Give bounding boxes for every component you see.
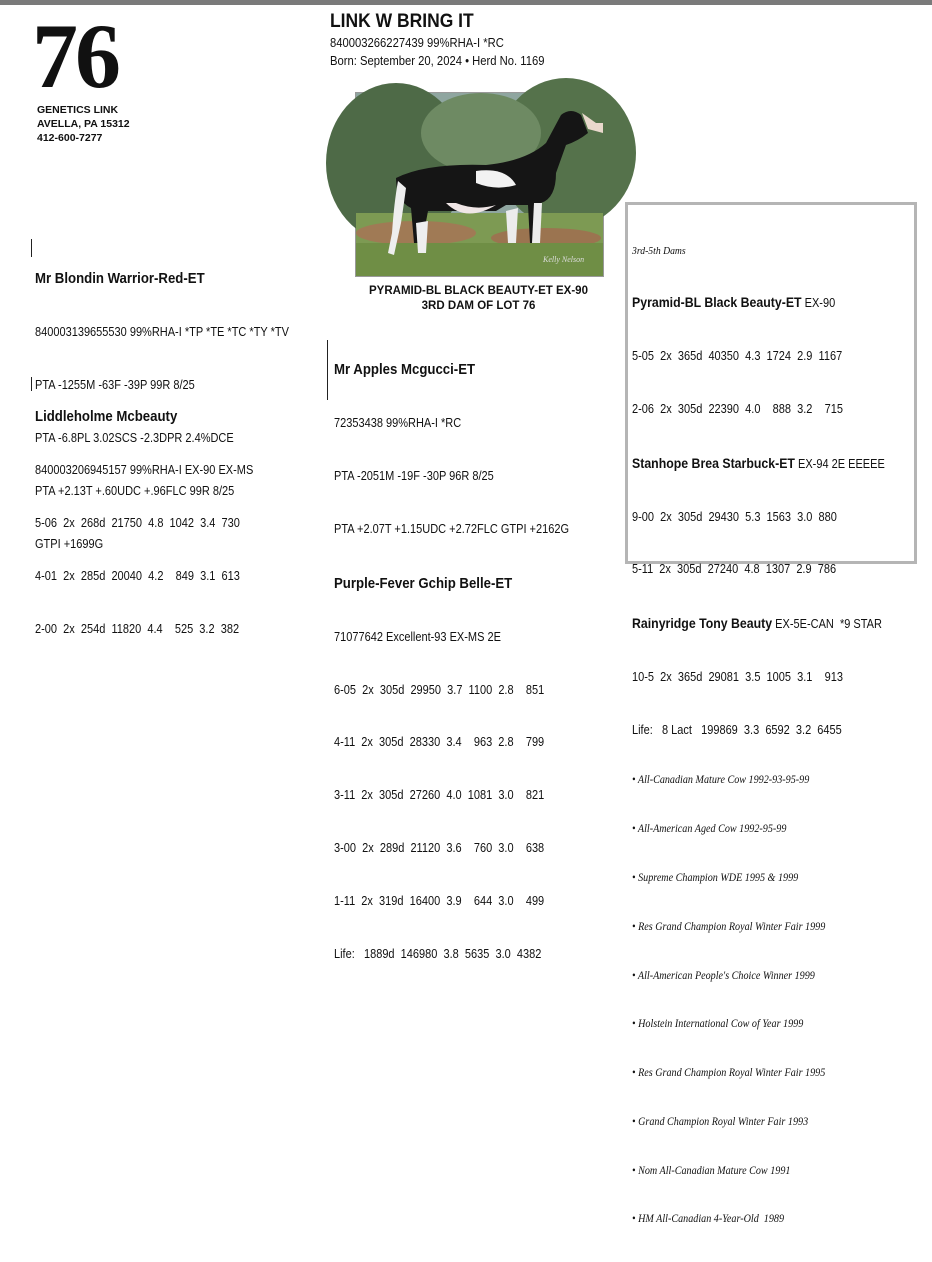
granddam-line: 1-11 2x 319d 16400 3.9 644 3.0 499: [334, 893, 545, 908]
dam3-name: Pyramid-BL Black Beauty-ET: [632, 294, 802, 311]
cow-photo-illustration: [356, 93, 603, 276]
dams-heading: 3rd-5th Dams: [632, 245, 686, 258]
mgs-block: [334, 325, 601, 981]
caption-line-2: 3RD DAM OF LOT 76: [421, 300, 536, 312]
dam3-line: 5-05 2x 365d 40350 4.3 1724 2.9 1167: [632, 349, 843, 364]
sire-line: PTA -1255M -63F -39P 99R 8/25: [35, 378, 195, 393]
photo-watermark: Kelly Nelson: [543, 255, 585, 264]
dam4-line: 5-11 2x 305d 27240 4.8 1307 2.9 786: [632, 562, 837, 577]
award-note: • Res Grand Champion Royal Winter Fair 1995: [632, 1067, 826, 1080]
dam4-name: Stanhope Brea Starbuck-ET: [632, 454, 795, 471]
dam-line: 4-01 2x 285d 20040 4.2 849 3.1 613: [35, 568, 240, 583]
award-note: • All-American Aged Cow 1992-95-99: [632, 823, 787, 836]
mgs-line: PTA +2.07T +1.15UDC +2.72FLC GTPI +2162G: [334, 521, 570, 536]
granddam-line: 3-11 2x 305d 27260 4.0 1081 3.0 821: [334, 788, 545, 803]
mgs-line: 72353438 99%RHA-I *RC: [334, 416, 462, 431]
lot-number: 76: [32, 5, 118, 107]
dam5-score: EX-5E-CAN *9 STAR: [772, 617, 882, 632]
dams-box: [625, 202, 917, 1226]
sire-line: GTPI +1699G: [35, 536, 104, 551]
award-note: • HM All-Canadian 4-Year-Old 1989: [632, 1213, 785, 1226]
granddam-name: Purple-Fever Gchip Belle-ET: [334, 574, 513, 592]
animal-id-line: 840003266227439 99%RHA-I *RC: [330, 36, 504, 50]
award-note: • All-American People's Choice Winner 1999: [632, 969, 815, 982]
caption-line-1: PYRAMID-BL BLACK BEAUTY-ET EX-90: [369, 285, 588, 297]
mgs-bracket: [327, 340, 328, 400]
granddam-line: 3-00 2x 289d 21120 3.6 760 3.0 638: [334, 841, 545, 856]
award-note: • All-Canadian Mature Cow 1992-93-95-99: [632, 774, 810, 787]
dam-block: [35, 372, 283, 656]
award-note: • Holstein International Cow of Year 1999: [632, 1018, 804, 1031]
granddam-line: 6-05 2x 305d 29950 3.7 1100 2.8 851: [334, 682, 545, 697]
dam5-line: 10-5 2x 365d 29081 3.5 1005 3.1 913: [632, 669, 844, 684]
top-rule: [0, 0, 932, 5]
dam5-name: Rainyridge Tony Beauty: [632, 615, 773, 632]
award-note: • Supreme Champion WDE 1995 & 1999: [632, 871, 799, 884]
dam-bracket: [31, 377, 32, 391]
sire-line: PTA -6.8PL 3.02SCS -2.3DPR 2.4%DCE: [35, 430, 234, 445]
cow-photo: [355, 92, 604, 277]
sire-name: Mr Blondin Warrior-Red-ET: [35, 270, 205, 288]
dam4-score: EX-94 2E EEEEE: [794, 456, 885, 471]
dam3-score: EX-90: [801, 296, 836, 311]
dam-name: Liddleholme Mcbeauty: [35, 408, 178, 426]
sire-line: 840003139655530 99%RHA-I *TP *TE *TC *TY *TV: [35, 325, 289, 340]
consignor-name: GENETICS LINK: [37, 104, 119, 116]
award-note: • Grand Champion Royal Winter Fair 1993: [632, 1115, 809, 1128]
award-note: • Res Grand Champion Royal Winter Fair 1999: [632, 920, 826, 933]
award-note: • Nom All-Canadian Mature Cow 1991: [632, 1164, 791, 1177]
dam-line: 840003206945157 99%RHA-I EX-90 EX-MS: [35, 463, 254, 478]
sire-line: PTA +2.13T +.60UDC +.96FLC 99R 8/25: [35, 483, 235, 498]
animal-header: [330, 10, 568, 70]
consignor-phone: 412-600-7277: [37, 132, 103, 144]
granddam-line: Life: 1889d 146980 3.8 5635 3.0 4382: [334, 946, 542, 961]
mgs-name: Mr Apples Mcgucci-ET: [334, 361, 476, 379]
granddam-line: 4-11 2x 305d 28330 3.4 963 2.8 799: [334, 735, 545, 750]
consignor-info: [37, 103, 130, 145]
photo-caption: [355, 284, 602, 314]
mgs-line: PTA -2051M -19F -30P 96R 8/25: [334, 469, 494, 484]
dam4-line: 9-00 2x 305d 29430 5.3 1563 3.0 880: [632, 509, 837, 524]
sire-bracket: [31, 239, 32, 257]
animal-born-line: Born: September 20, 2024 • Herd No. 1169: [330, 54, 545, 68]
animal-name: LINK W BRING IT: [330, 11, 474, 32]
dam3-line: 2-06 2x 305d 22390 4.0 888 3.2 715: [632, 401, 843, 416]
dam5-line: Life: 8 Lact 199869 3.3 6592 3.2 6455: [632, 722, 842, 737]
dam-line: 5-06 2x 268d 21750 4.8 1042 3.4 730: [35, 516, 240, 531]
granddam-line: 71077642 Excellent-93 EX-MS 2E: [334, 629, 501, 644]
dam-line: 2-00 2x 254d 11820 4.4 525 3.2 382: [35, 621, 240, 636]
consignor-city: AVELLA, PA 15312: [37, 118, 130, 130]
